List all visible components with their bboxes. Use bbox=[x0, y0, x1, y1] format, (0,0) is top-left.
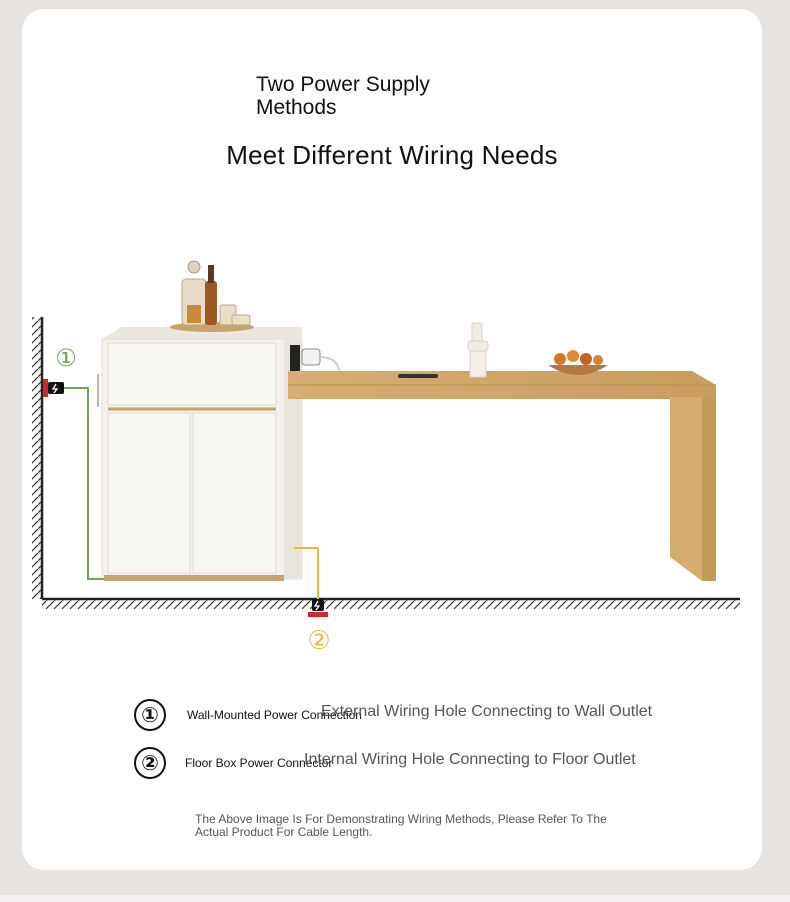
cabinet bbox=[98, 327, 302, 581]
legend-number: ① bbox=[134, 699, 166, 731]
floor-marker-label: ② bbox=[307, 626, 331, 656]
extension-desk bbox=[288, 323, 716, 581]
disclaimer-note: The Above Image Is For Demonstrating Wiring Methods, Please Refer To The Actual Product For Cable Length. bbox=[195, 812, 607, 839]
page-title: Two Power Supply Methods bbox=[256, 73, 430, 119]
wall-wire bbox=[43, 379, 104, 579]
wiring-diagram bbox=[22, 9, 762, 689]
legend-description: Internal Wiring Hole Connecting to Floor Outlet bbox=[304, 751, 636, 768]
next-section-edge bbox=[0, 895, 790, 902]
legend-number: ② bbox=[134, 747, 166, 779]
legend-label: Floor Box Power Connector bbox=[185, 756, 333, 770]
legend-item-wall bbox=[134, 699, 694, 731]
legend-description: External Wiring Hole Connecting to Wall Outlet bbox=[321, 703, 653, 720]
floor bbox=[42, 599, 740, 609]
legend-label: Wall-Mounted Power Connection bbox=[187, 708, 362, 722]
wall bbox=[32, 317, 42, 599]
page-subtitle: Meet Different Wiring Needs bbox=[226, 140, 558, 170]
legend-item-floor bbox=[134, 747, 694, 779]
wall-marker-label: ① bbox=[55, 344, 77, 372]
bar-accessories bbox=[170, 261, 254, 332]
product-card bbox=[22, 9, 762, 870]
